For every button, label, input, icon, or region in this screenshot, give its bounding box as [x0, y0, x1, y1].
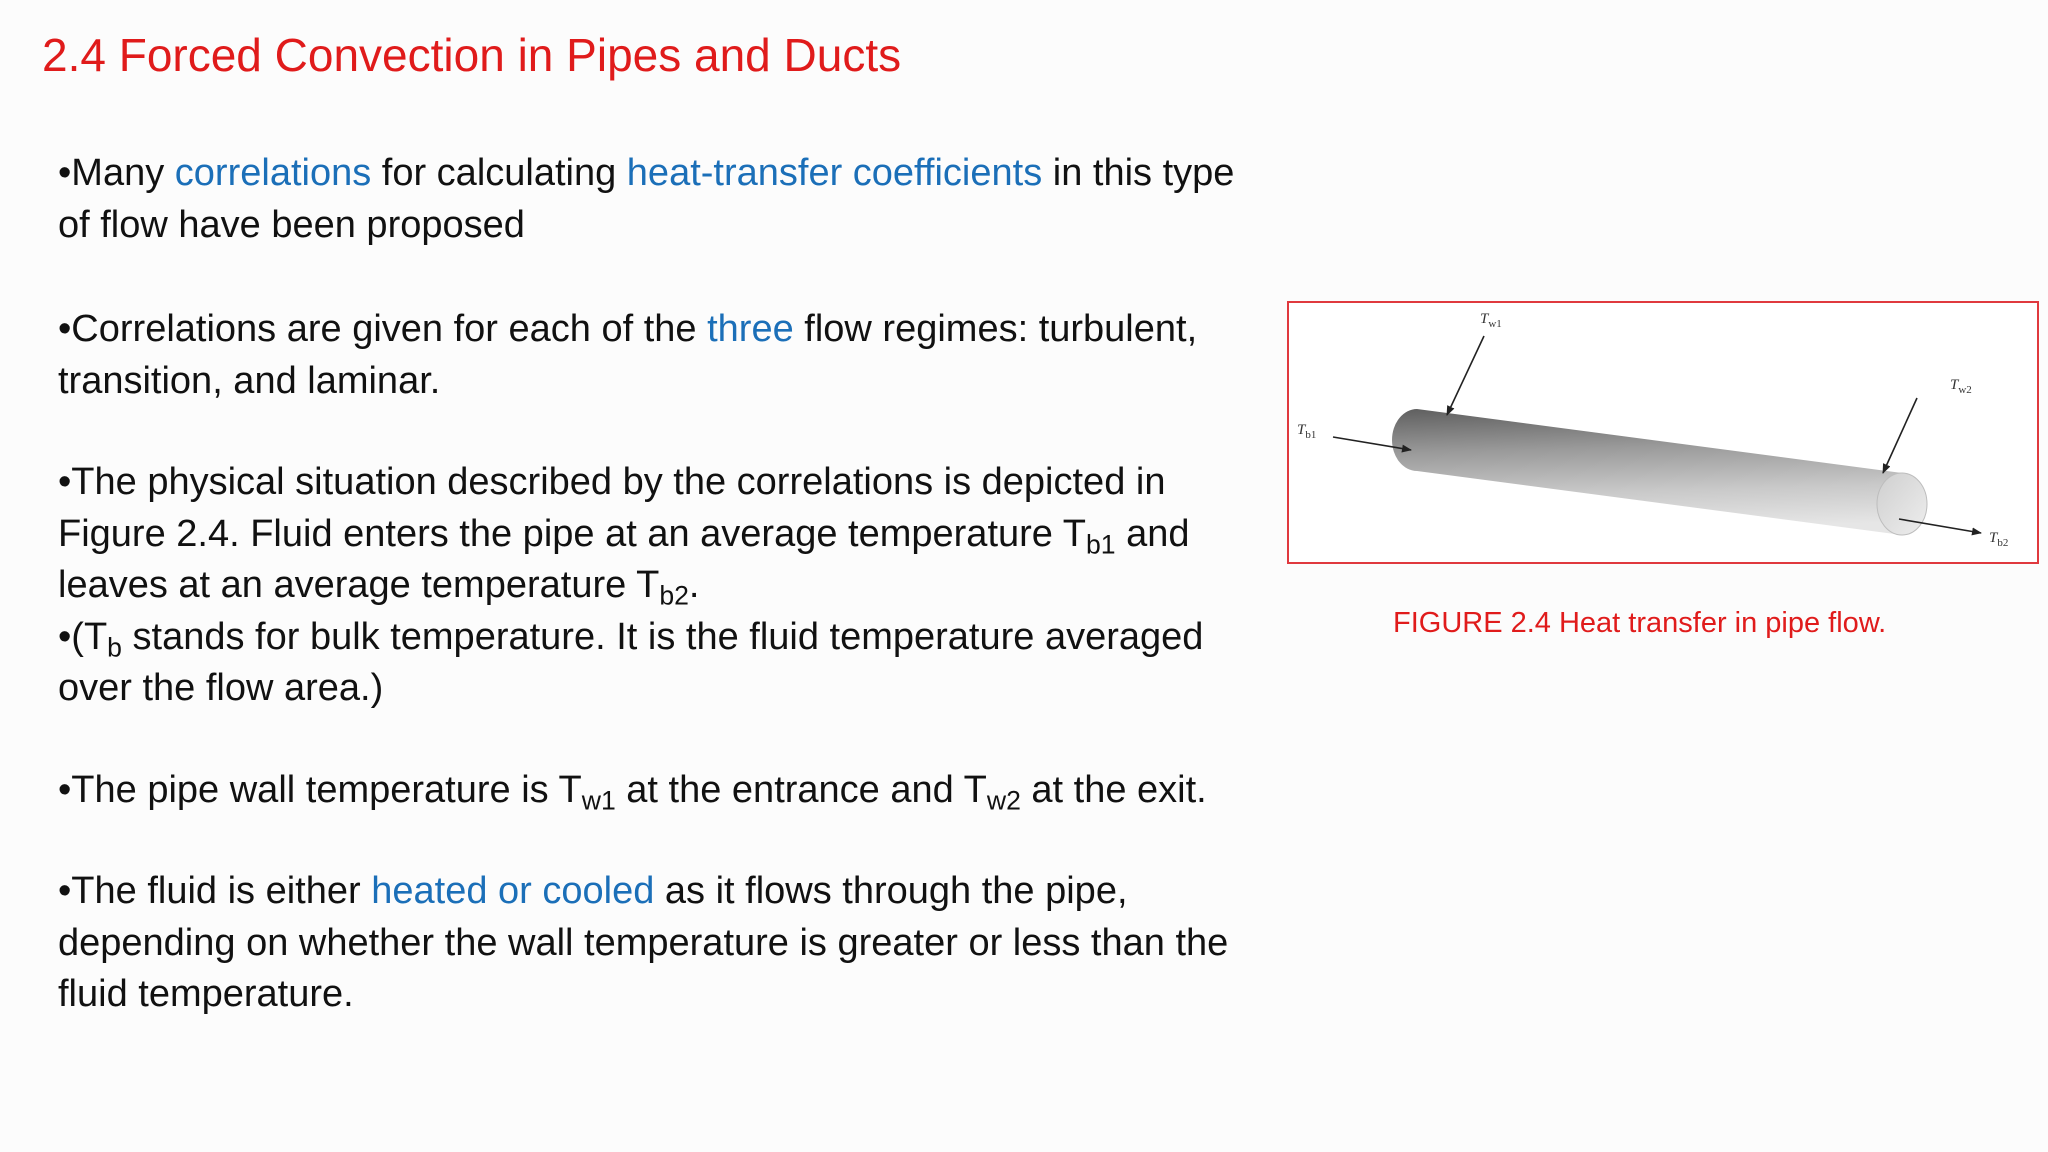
bullet-heated-or-cooled: •The fluid is either heated or cooled as it flows through the pipe, depending on whether the wall temperature is greater or less than the fluid temperature. [58, 870, 1229, 1015]
bullet-bulk-temperature: $•(T_b$ stands for bulk temperature. It is the fluid temperature averaged over the flow area.) [58, 615, 1204, 709]
label-tb1: $T_{b1}$ [1297, 422, 1317, 441]
wall-temp-outlet-arrow [1883, 398, 1917, 473]
pipe-cylinder [1392, 409, 1927, 535]
label-tw1: $T_{w1}$ [1480, 311, 1502, 330]
bullet-list [58, 148, 1258, 1021]
highlight-correlations: correlations [174, 152, 372, 194]
figure-caption: FIGURE 2.4 Heat transfer in pipe flow. [1393, 607, 1887, 639]
pipe-flow-figure [1287, 301, 2039, 564]
label-tb2: $T_{b2}$ [1989, 530, 2009, 549]
pipe-diagram [1289, 303, 2037, 562]
wall-temp-inlet-arrow [1447, 336, 1484, 415]
label-tw2: $T_{w2}$ [1950, 377, 1972, 396]
highlight-three: three [707, 308, 794, 350]
slide-title: 2.4 Forced Convection in Pipes and Ducts [42, 29, 902, 81]
highlight-heat-transfer-coefficients: heat-transfer coefficients [626, 152, 1043, 194]
bullet-wall-temperature: •The pipe wall temperature is $T_{w1}$ at the entrance and $T_{w2}$ at the exit. [58, 768, 1207, 815]
highlight-heated-or-cooled: heated or cooled [371, 870, 655, 912]
bullet-flow-regimes: •Correlations are given for each of the three flow regimes: turbulent, transition, and laminar. [58, 308, 1198, 402]
bullet-physical-situation: •The physical situation described by the correlations is depicted in Figure 2.4. Fluid enters the pipe at an average temperature $T_{b1}$ and leaves at an average temperature $T_{b2}$. [58, 461, 1190, 611]
bullet-correlations: •Many correlations for calculating heat-transfer coefficients in this type of flow have been proposed [58, 152, 1235, 246]
